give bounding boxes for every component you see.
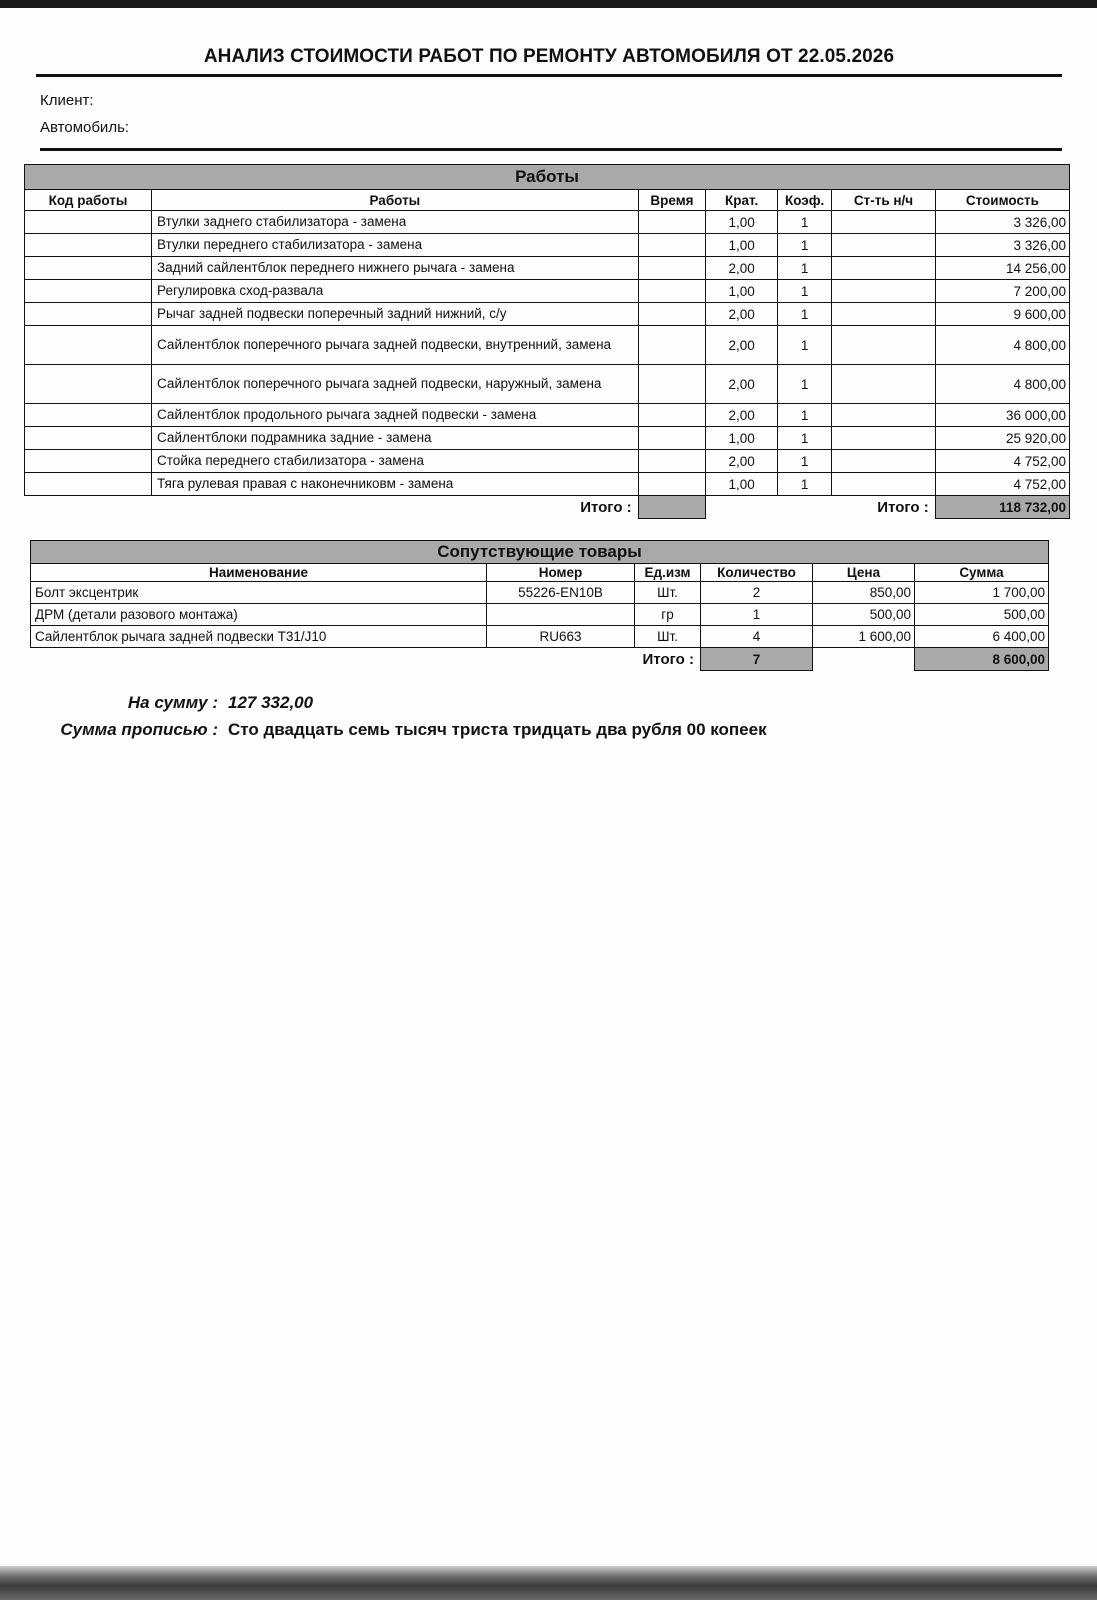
goods-name: Болт эксцентрик bbox=[31, 582, 487, 604]
column-header-unit: Ед.изм bbox=[635, 564, 701, 582]
goods-name: ДРМ (детали разового монтажа) bbox=[31, 604, 487, 626]
table-row bbox=[31, 626, 1049, 648]
work-cost: 36 000,00 bbox=[935, 404, 1069, 427]
work-mult: 2,00 bbox=[706, 303, 778, 326]
goods-name: Сайлентблок рычага задней подвески T31/J10 bbox=[31, 626, 487, 648]
goods-totals-row bbox=[31, 648, 1049, 671]
goods-total-qty: 7 bbox=[701, 648, 813, 671]
work-time bbox=[638, 404, 706, 427]
table-row bbox=[25, 234, 1070, 257]
works-totals-row bbox=[25, 496, 1070, 519]
work-rate bbox=[832, 404, 935, 427]
work-coef: 1 bbox=[777, 234, 831, 257]
work-mult: 2,00 bbox=[706, 450, 778, 473]
table-row bbox=[25, 450, 1070, 473]
work-rate bbox=[832, 473, 935, 496]
goods-table bbox=[30, 540, 1049, 671]
work-time bbox=[638, 257, 706, 280]
table-row bbox=[25, 257, 1070, 280]
goods-price: 1 600,00 bbox=[813, 626, 915, 648]
work-name: Регулировка сход-развала bbox=[152, 280, 639, 303]
goods-qty: 2 bbox=[701, 582, 813, 604]
work-cost: 4 752,00 bbox=[935, 450, 1069, 473]
work-time bbox=[638, 427, 706, 450]
goods-sum: 6 400,00 bbox=[915, 626, 1049, 648]
work-rate bbox=[832, 450, 935, 473]
column-header-rate: Ст-ть н/ч bbox=[832, 190, 935, 211]
work-rate bbox=[832, 257, 935, 280]
goods-unit: гр bbox=[635, 604, 701, 626]
column-header-work: Работы bbox=[152, 190, 639, 211]
goods-unit: Шт. bbox=[635, 626, 701, 648]
work-code bbox=[25, 234, 152, 257]
column-header-price: Цена bbox=[813, 564, 915, 582]
work-time bbox=[638, 450, 706, 473]
works-section-title: Работы bbox=[25, 165, 1070, 190]
scan-top-edge bbox=[0, 0, 1097, 8]
column-header-cost: Стоимость bbox=[935, 190, 1069, 211]
work-code bbox=[25, 303, 152, 326]
work-name: Сайлентблок поперечного рычага задней подвески, наружный, замена bbox=[152, 365, 639, 404]
work-coef: 1 bbox=[777, 280, 831, 303]
works-total-time bbox=[638, 496, 706, 519]
goods-number: 55226-EN10B bbox=[487, 582, 635, 604]
table-row bbox=[25, 365, 1070, 404]
title-rule bbox=[36, 74, 1062, 77]
work-mult: 1,00 bbox=[706, 280, 778, 303]
summary-words bbox=[0, 720, 767, 740]
column-header-mult: Крат. bbox=[706, 190, 778, 211]
works-column-headers bbox=[25, 190, 1070, 211]
work-name: Втулки переднего стабилизатора - замена bbox=[152, 234, 639, 257]
work-name: Задний сайлентблок переднего нижнего рычага - замена bbox=[152, 257, 639, 280]
table-row bbox=[25, 211, 1070, 234]
scan-bottom-edge bbox=[0, 1566, 1097, 1600]
goods-qty: 1 bbox=[701, 604, 813, 626]
column-header-sum: Сумма bbox=[915, 564, 1049, 582]
work-time bbox=[638, 473, 706, 496]
work-rate bbox=[832, 326, 935, 365]
work-code bbox=[25, 280, 152, 303]
work-name: Рычаг задней подвески поперечный задний нижний, с/у bbox=[152, 303, 639, 326]
table-row bbox=[25, 427, 1070, 450]
work-cost: 14 256,00 bbox=[935, 257, 1069, 280]
table-row bbox=[25, 303, 1070, 326]
table-row bbox=[25, 326, 1070, 365]
column-header-name: Наименование bbox=[31, 564, 487, 582]
goods-section-header bbox=[31, 541, 1049, 564]
work-cost: 3 326,00 bbox=[935, 234, 1069, 257]
summary-amount-label: На сумму : bbox=[127, 693, 218, 712]
goods-number bbox=[487, 604, 635, 626]
table-row bbox=[31, 582, 1049, 604]
column-header-qty: Количество bbox=[701, 564, 813, 582]
header-rule bbox=[40, 148, 1062, 151]
work-code bbox=[25, 257, 152, 280]
work-time bbox=[638, 326, 706, 365]
goods-price: 500,00 bbox=[813, 604, 915, 626]
work-mult: 2,00 bbox=[706, 257, 778, 280]
summary-words-label: Сумма прописью : bbox=[60, 720, 218, 739]
goods-price: 850,00 bbox=[813, 582, 915, 604]
column-header-code: Код работы bbox=[25, 190, 152, 211]
column-header-number: Номер bbox=[487, 564, 635, 582]
work-rate bbox=[832, 427, 935, 450]
work-coef: 1 bbox=[777, 257, 831, 280]
work-coef: 1 bbox=[777, 326, 831, 365]
work-name: Стойка переднего стабилизатора - замена bbox=[152, 450, 639, 473]
car-label: Автомобиль: bbox=[40, 119, 130, 136]
work-mult: 2,00 bbox=[706, 326, 778, 365]
work-name: Втулки заднего стабилизатора - замена bbox=[152, 211, 639, 234]
work-code bbox=[25, 365, 152, 404]
column-header-time: Время bbox=[638, 190, 706, 211]
work-cost: 7 200,00 bbox=[935, 280, 1069, 303]
goods-total-label: Итого : bbox=[642, 650, 694, 668]
table-row bbox=[25, 404, 1070, 427]
work-coef: 1 bbox=[777, 450, 831, 473]
work-mult: 2,00 bbox=[706, 365, 778, 404]
column-header-coef: Коэф. bbox=[777, 190, 831, 211]
work-coef: 1 bbox=[777, 404, 831, 427]
summary-amount-value: 127 332,00 bbox=[228, 693, 314, 712]
work-time bbox=[638, 234, 706, 257]
works-total-time-label: Итого : bbox=[580, 498, 632, 516]
table-row bbox=[25, 280, 1070, 303]
works-table bbox=[24, 164, 1070, 519]
work-rate bbox=[832, 365, 935, 404]
work-name: Сайлентблоки подрамника задние - замена bbox=[152, 427, 639, 450]
work-rate bbox=[832, 303, 935, 326]
work-coef: 1 bbox=[777, 303, 831, 326]
work-cost: 3 326,00 bbox=[935, 211, 1069, 234]
goods-unit: Шт. bbox=[635, 582, 701, 604]
work-code bbox=[25, 326, 152, 365]
work-mult: 1,00 bbox=[706, 427, 778, 450]
work-rate bbox=[832, 211, 935, 234]
goods-section-title: Сопутствующие товары bbox=[31, 541, 1049, 564]
work-cost: 4 800,00 bbox=[935, 365, 1069, 404]
work-cost: 25 920,00 bbox=[935, 427, 1069, 450]
work-cost: 4 800,00 bbox=[935, 326, 1069, 365]
table-row bbox=[25, 473, 1070, 496]
work-name: Сайлентблок поперечного рычага задней подвески, внутренний, замена bbox=[152, 326, 639, 365]
work-mult: 1,00 bbox=[706, 211, 778, 234]
work-cost: 9 600,00 bbox=[935, 303, 1069, 326]
works-section-header bbox=[25, 165, 1070, 190]
client-label: Клиент: bbox=[40, 92, 94, 109]
work-code bbox=[25, 211, 152, 234]
summary-words-value: Сто двадцать семь тысяч триста тридцать два рубля 00 копеек bbox=[228, 720, 767, 739]
work-coef: 1 bbox=[777, 211, 831, 234]
work-coef: 1 bbox=[777, 427, 831, 450]
works-total-cost-label: Итого : bbox=[877, 498, 929, 516]
work-code bbox=[25, 427, 152, 450]
goods-sum: 1 700,00 bbox=[915, 582, 1049, 604]
work-time bbox=[638, 303, 706, 326]
work-name: Тяга рулевая правая с наконечниковм - замена bbox=[152, 473, 639, 496]
works-total-cost: 118 732,00 bbox=[935, 496, 1069, 519]
work-mult: 1,00 bbox=[706, 473, 778, 496]
work-coef: 1 bbox=[777, 473, 831, 496]
document-title: АНАЛИЗ СТОИМОСТИ РАБОТ ПО РЕМОНТУ АВТОМОБИЛЯ ОТ 22.05.2026 bbox=[203, 46, 895, 67]
work-rate bbox=[832, 234, 935, 257]
goods-number: RU663 bbox=[487, 626, 635, 648]
work-code bbox=[25, 404, 152, 427]
work-rate bbox=[832, 280, 935, 303]
work-cost: 4 752,00 bbox=[935, 473, 1069, 496]
work-time bbox=[638, 365, 706, 404]
work-time bbox=[638, 211, 706, 234]
work-mult: 1,00 bbox=[706, 234, 778, 257]
goods-qty: 4 bbox=[701, 626, 813, 648]
goods-column-headers bbox=[31, 564, 1049, 582]
work-mult: 2,00 bbox=[706, 404, 778, 427]
goods-total-sum: 8 600,00 bbox=[915, 648, 1049, 671]
work-coef: 1 bbox=[777, 365, 831, 404]
work-code bbox=[25, 450, 152, 473]
work-code bbox=[25, 473, 152, 496]
work-name: Сайлентблок продольного рычага задней подвески - замена bbox=[152, 404, 639, 427]
goods-sum: 500,00 bbox=[915, 604, 1049, 626]
summary-amount bbox=[0, 693, 313, 713]
work-time bbox=[638, 280, 706, 303]
table-row bbox=[31, 604, 1049, 626]
